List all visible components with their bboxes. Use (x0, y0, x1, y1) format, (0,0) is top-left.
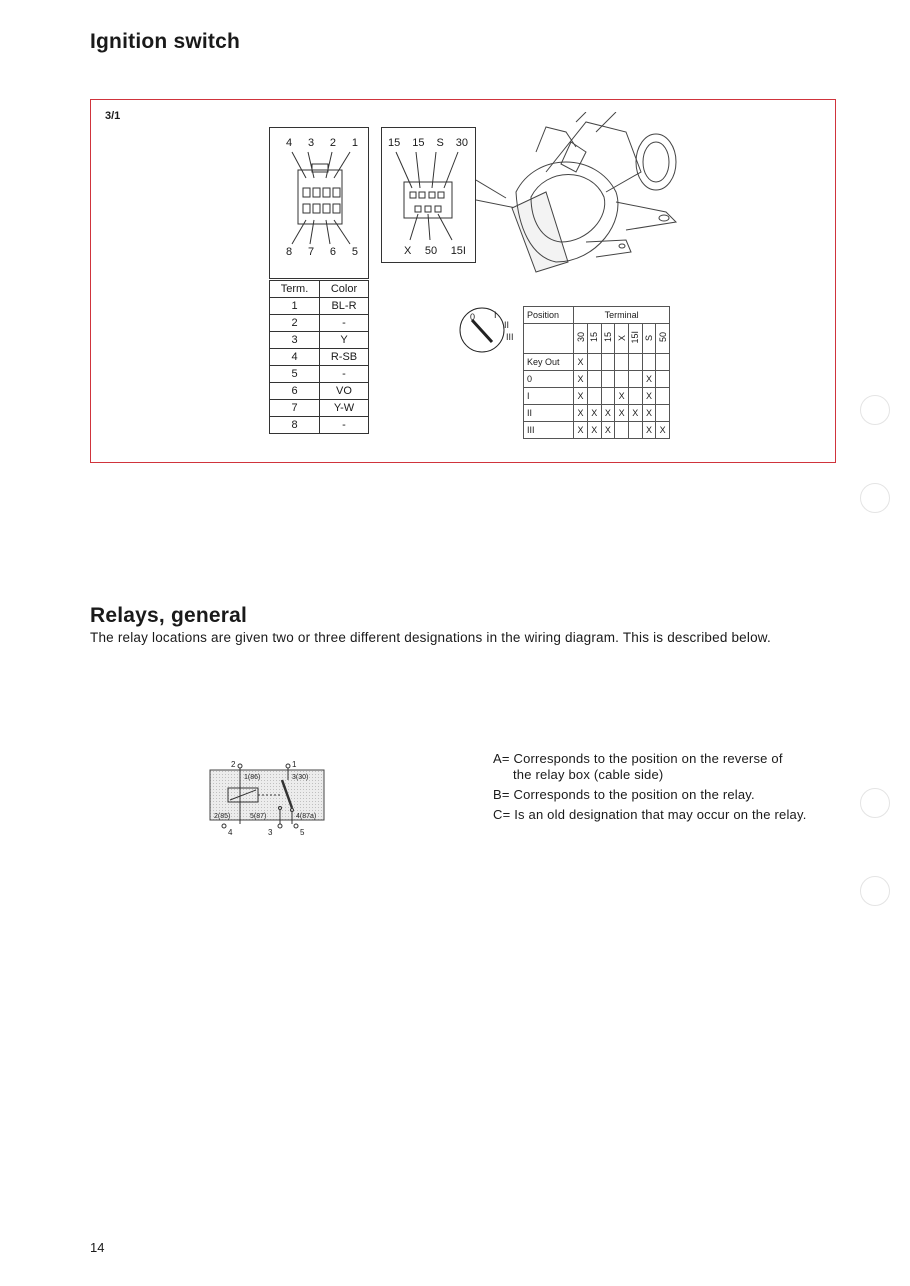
column-header: S (642, 324, 656, 354)
key-position-dial (456, 300, 524, 360)
table-cell: 4 (270, 349, 320, 366)
connector-a-diagram (269, 127, 369, 279)
table-cell (656, 388, 670, 405)
pin-label: 30 (455, 137, 468, 149)
pin-label: 6 (329, 246, 337, 258)
table-row (270, 332, 369, 349)
definition-item (493, 787, 853, 803)
relay-terminal-label: 2(85) (214, 813, 231, 820)
table-cell (615, 354, 629, 371)
relay-definitions (493, 751, 853, 823)
pin-label: 15I (450, 245, 466, 257)
table-cell: BL-R (320, 298, 369, 315)
table-cell: X (656, 422, 670, 439)
table-cell (656, 405, 670, 422)
table-cell: X (574, 354, 588, 371)
pin-label: 2 (329, 137, 337, 149)
table-header: Terminal (574, 307, 670, 324)
table-header-row (524, 307, 670, 324)
column-header: X (615, 324, 629, 354)
relay-terminal-label: 5(87) (250, 813, 267, 820)
table-cell: X (601, 405, 615, 422)
table-cell: II (524, 405, 574, 422)
section-title-ignition-switch: Ignition switch (90, 30, 240, 53)
table-row (524, 422, 670, 439)
connector-b-bottom-pins (404, 245, 466, 257)
definition-item (493, 807, 853, 823)
section-title-relays-general: Relays, general (90, 604, 248, 627)
table-header-row (524, 324, 670, 354)
table-row (270, 417, 369, 434)
table-cell (615, 371, 629, 388)
page-number: 14 (90, 1240, 105, 1255)
table-cell: 1 (270, 298, 320, 315)
table-cell: X (642, 422, 656, 439)
table-cell: X (628, 405, 642, 422)
table-cell (601, 371, 615, 388)
terminal-color-table (269, 280, 369, 434)
table-cell (628, 388, 642, 405)
table-row (270, 400, 369, 417)
table-header-row (270, 281, 369, 298)
table-cell (601, 388, 615, 405)
table-row (270, 366, 369, 383)
table-cell: X (615, 405, 629, 422)
pin-label: S (436, 137, 444, 149)
connector-b-diagram (381, 127, 476, 263)
table-cell: - (320, 315, 369, 332)
connector-b-drawing (382, 148, 475, 244)
table-cell: 0 (524, 371, 574, 388)
relay-terminal-label: 4 (228, 828, 233, 837)
pin-label: 15 (388, 137, 401, 149)
definition-text: C= Is an old designation that may occur on the relay. (493, 807, 807, 822)
table-cell (656, 371, 670, 388)
table-cell: Key Out (524, 354, 574, 371)
table-row (524, 388, 670, 405)
pin-label: X (404, 245, 412, 257)
key-position-label: I (494, 310, 497, 320)
table-cell: 8 (270, 417, 320, 434)
pin-label: 1 (351, 137, 358, 149)
table-cell: X (587, 405, 601, 422)
table-row (270, 349, 369, 366)
relay-terminal-label: 3 (268, 828, 273, 837)
table-cell (587, 388, 601, 405)
table-cell: 7 (270, 400, 320, 417)
table-cell: X (587, 422, 601, 439)
table-cell: X (601, 422, 615, 439)
table-cell (587, 371, 601, 388)
table-cell: X (642, 388, 656, 405)
table-header: Term. (270, 281, 320, 298)
table-cell (601, 354, 615, 371)
table-cell: Y-W (320, 400, 369, 417)
binder-hole (860, 876, 890, 906)
table-row (524, 354, 670, 371)
table-cell: X (574, 371, 588, 388)
table-cell: X (574, 405, 588, 422)
pin-label: 8 (286, 246, 293, 258)
table-cell: X (615, 388, 629, 405)
column-header: 15 (601, 324, 615, 354)
key-position-terminal-table (523, 306, 670, 439)
table-header: Position (524, 307, 574, 324)
relay-diagram (200, 758, 340, 848)
pin-label: 5 (351, 246, 358, 258)
column-header: 30 (574, 324, 588, 354)
definition-item (493, 751, 853, 783)
pin-label: 3 (307, 137, 315, 149)
key-position-label: 0 (470, 312, 476, 322)
binder-hole (860, 395, 890, 425)
table-cell: 2 (270, 315, 320, 332)
table-cell (628, 354, 642, 371)
table-cell: Y (320, 332, 369, 349)
figure-reference: 3/1 (105, 110, 121, 122)
relay-terminal-label: 1(86) (244, 774, 261, 781)
relay-terminal-label: 1 (292, 760, 297, 769)
relay-terminal-label: 2 (231, 760, 236, 769)
relay-terminal-label: 3(30) (292, 774, 309, 781)
table-cell: - (320, 417, 369, 434)
binder-hole (860, 788, 890, 818)
table-cell: VO (320, 383, 369, 400)
table-cell: X (574, 422, 588, 439)
relays-intro-text: The relay locations are given two or three different designations in the wiring diagram. This is described below. (90, 630, 771, 645)
binder-hole (860, 483, 890, 513)
table-cell: I (524, 388, 574, 405)
table-row (524, 405, 670, 422)
table-cell: III (524, 422, 574, 439)
table-cell (642, 354, 656, 371)
table-cell: - (320, 366, 369, 383)
table-cell (587, 354, 601, 371)
ignition-switch-illustration (476, 112, 696, 282)
relay-terminal-label: 4(87a) (296, 813, 317, 820)
pin-label: 7 (307, 246, 315, 258)
table-cell: 5 (270, 366, 320, 383)
relay-terminal-label: 5 (300, 828, 305, 837)
table-cell: X (642, 405, 656, 422)
table-cell: 6 (270, 383, 320, 400)
key-position-label: III (506, 332, 514, 342)
table-row (270, 315, 369, 332)
pin-label: 15 (412, 137, 425, 149)
table-row (524, 371, 670, 388)
column-header: 15 (587, 324, 601, 354)
definition-text: A= Corresponds to the position on the reverse of (493, 751, 783, 766)
table-row (270, 298, 369, 315)
column-header: 50 (656, 324, 670, 354)
table-cell: R-SB (320, 349, 369, 366)
column-header: 15I (628, 324, 642, 354)
key-position-label: II (504, 320, 510, 330)
table-cell (615, 422, 629, 439)
definition-text-continued: the relay box (cable side) (513, 767, 664, 782)
table-row (270, 383, 369, 400)
table-cell: 3 (270, 332, 320, 349)
table-cell: X (574, 388, 588, 405)
pin-label: 50 (424, 245, 438, 257)
definition-text: B= Corresponds to the position on the relay. (493, 787, 755, 802)
connector-a-bottom-pins (286, 246, 358, 258)
connector-a-drawing (270, 148, 368, 246)
table-cell (656, 354, 670, 371)
table-cell (628, 371, 642, 388)
table-header: Color (320, 281, 369, 298)
table-cell: X (642, 371, 656, 388)
table-cell (524, 324, 574, 354)
table-cell (628, 422, 642, 439)
pin-label: 4 (286, 137, 293, 149)
